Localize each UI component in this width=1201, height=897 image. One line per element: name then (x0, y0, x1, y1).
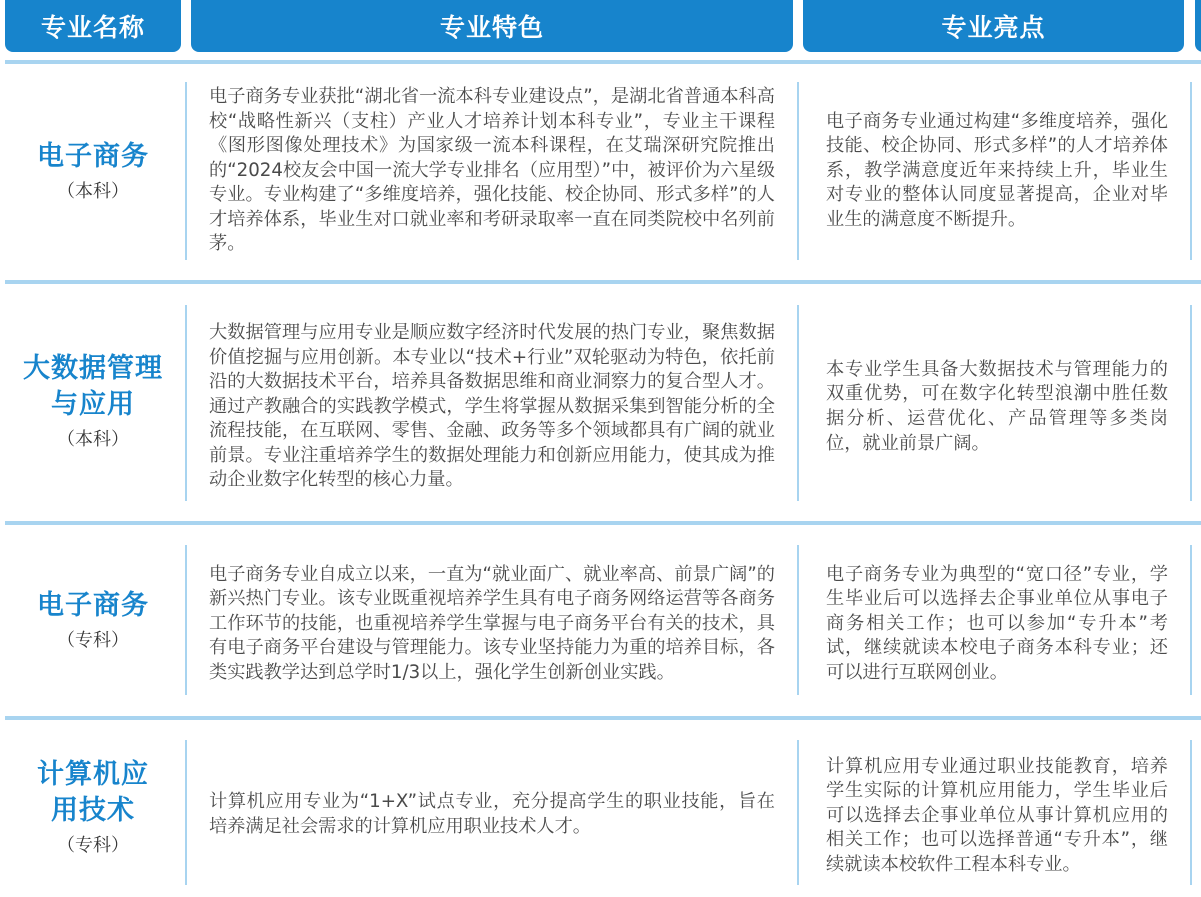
column-divider (185, 82, 187, 260)
column-divider (1190, 545, 1192, 695)
major-highlights-text: 电子商务专业为典型的“宽口径”专业，学生毕业后可以选择去企事业单位从事电子商务相关工作；也可以参加“专升本”考试，继续就读本校电子商务本科专业；还可以进行互联网创业。 (826, 563, 1168, 683)
column-divider (185, 740, 187, 885)
header-major-name: 专业名称 (5, 0, 181, 52)
header-major-features: 专业特色 (191, 0, 793, 52)
major-name: 电子商务 (37, 141, 149, 172)
header-extra-edge (1195, 0, 1201, 52)
major-features-text: 电子商务专业自成立以来，一直为“就业面广、就业率高、前景广阔”的新兴热门专业。该专业既重视培养学生具有电子商务网络运营等各商务工作环节的技能，也重视培养学生掌握与电子商务平台有关的技术，具有电子商务平台建设与管理能力。该专业坚持能力为重的培养目标，各类实践教学达到总学时1/3以上，强化学生创新创业实践。 (209, 563, 775, 683)
major-name: 大数据管理与应用 (23, 353, 163, 420)
column-divider (185, 545, 187, 695)
table-row-name-cell (5, 530, 181, 714)
major-name: 电子商务 (37, 590, 149, 621)
column-divider (797, 740, 799, 885)
row-divider (5, 716, 1201, 720)
column-divider (797, 305, 799, 501)
column-divider (797, 82, 799, 260)
column-divider (1190, 82, 1192, 260)
major-highlights-text: 计算机应用专业通过职业技能教育，培养学生实际的计算机应用能力，学生毕业后可以选择去企事业单位从事计算机应用的相关工作；也可以选择普通“专升本”，继续就读本校软件工程本科专业。 (826, 755, 1168, 875)
header-major-highlights: 专业亮点 (803, 0, 1184, 52)
column-divider (1190, 740, 1192, 885)
row-divider (5, 280, 1201, 284)
major-name: 计算机应用技术 (37, 759, 149, 826)
major-features-text: 大数据管理与应用专业是顺应数字经济时代发展的热门专业，聚焦数据价值挖掘与应用创新。本专业以“技术+行业”双轮驱动为特色，依托前沿的大数据技术平台，培养具备数据思维和商业洞察力的复合型人才。通过产教融合的实践教学模式，学生将掌握从数据采集到智能分析的全流程技能，在互联网、零售、金融、政务等多个领域都具有广阔的就业前景。专业注重培养学生的数据处理能力和创新应用能力，使其成为推动企业数字化转型的核心力量。 (209, 321, 775, 491)
table-row-name-cell (5, 68, 181, 278)
major-level: （专科） (57, 835, 129, 856)
table-row-name-cell (5, 288, 181, 518)
row-divider (5, 521, 1201, 525)
major-level: （专科） (57, 630, 129, 651)
column-divider (797, 545, 799, 695)
major-highlights-text: 本专业学生具备大数据技术与管理能力的双重优势，可在数字化转型浪潮中胜任数据分析、运营优化、产品管理等多类岗位，就业前景广阔。 (826, 358, 1168, 454)
table-row-name-cell (5, 724, 181, 894)
major-level: （本科） (57, 429, 129, 450)
column-divider (1190, 305, 1192, 501)
major-features-text: 计算机应用专业为“1+X”试点专业，充分提高学生的职业技能，旨在培养满足社会需求的计算机应用职业技术人才。 (209, 791, 775, 837)
major-level: （本科） (57, 181, 129, 202)
row-divider (5, 60, 1201, 64)
column-divider (185, 305, 187, 501)
major-highlights-text: 电子商务专业通过构建“多维度培养，强化技能、校企协同、形式多样”的人才培养体系，教学满意度近年来持续上升，毕业生对专业的整体认同度显著提高，企业对毕业生的满意度不断提升。 (826, 110, 1168, 230)
major-features-text: 电子商务专业获批“湖北省一流本科专业建设点”，是湖北省普通本科高校“战略性新兴（支柱）产业人才培养计划本科专业”，专业主干课程《图形图像处理技术》为国家级一流本科课程，在艾瑞深研究院推出的“2024校友会中国一流大学专业排名（应用型）”中，被评价为六星级专业。专业构建了“多维度培养，强化技能、校企协同、形式多样”的人才培养体系，毕业生对口就业率和考研录取率一直在同类院校中名列前茅。 (209, 85, 775, 255)
